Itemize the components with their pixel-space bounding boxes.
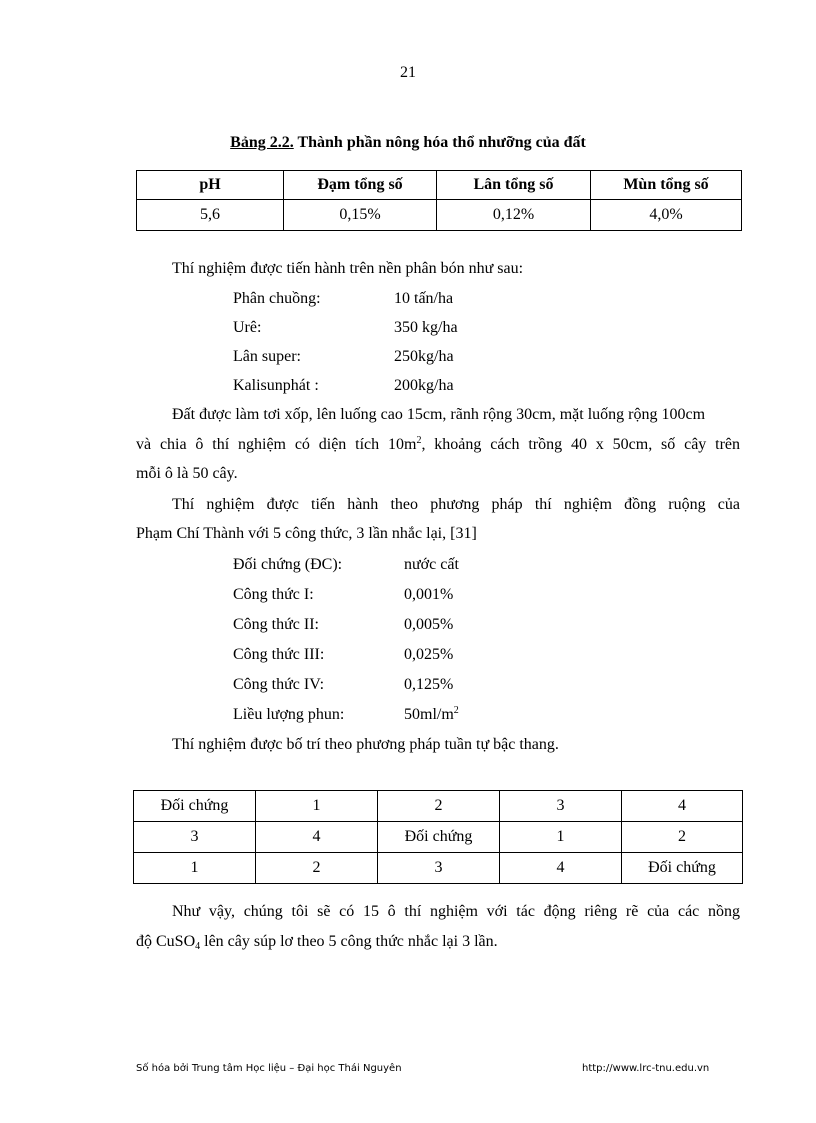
table-cell: 2 bbox=[622, 822, 743, 853]
formula-label: Công thức II: bbox=[233, 616, 319, 633]
formula-value: 0,025% bbox=[404, 646, 454, 663]
squared-superscript: 2 bbox=[453, 705, 459, 716]
formula-value: 0,001% bbox=[404, 586, 454, 603]
value-phosphorus: 0,12% bbox=[437, 200, 591, 231]
formula-label: Công thức III: bbox=[233, 646, 325, 663]
formula-label: Công thức I: bbox=[233, 586, 314, 603]
fertilizer-value: 200kg/ha bbox=[394, 377, 454, 394]
caption-label: Bảng 2.2. bbox=[230, 134, 294, 151]
spray-label: Liều lượng phun: bbox=[233, 706, 345, 723]
fertilizer-value: 350 kg/ha bbox=[394, 319, 458, 336]
table-cell: Đối chứng bbox=[622, 853, 743, 884]
soil-prep-line-2 bbox=[136, 436, 740, 454]
soil-composition-table bbox=[136, 170, 742, 231]
conclusion-line-1: Như vậy, chúng tôi sẽ có 15 ô thí nghiệm với tác động riêng rẽ của các nồng bbox=[172, 903, 740, 920]
table-caption bbox=[0, 134, 816, 152]
table-row bbox=[134, 853, 743, 884]
header-humus: Mùn tổng số bbox=[591, 171, 742, 200]
fertilizer-value: 10 tấn/ha bbox=[394, 290, 454, 307]
fertilizer-label: Lân super: bbox=[233, 348, 301, 365]
soil-prep-text-a: và chia ô thí nghiệm có diện tích 10m bbox=[136, 436, 417, 453]
conclusion-line-2 bbox=[136, 933, 498, 951]
table-cell: 4 bbox=[622, 791, 743, 822]
table-row bbox=[137, 200, 742, 231]
plot-layout-table bbox=[133, 790, 743, 884]
fertilizer-intro: Thí nghiệm được tiến hành trên nền phân bón như sau: bbox=[172, 260, 524, 277]
formula-label: Công thức IV: bbox=[233, 676, 325, 693]
page-number: 21 bbox=[400, 64, 416, 81]
formula-value: nước cất bbox=[404, 556, 459, 573]
table-cell: 2 bbox=[378, 791, 500, 822]
layout-intro: Thí nghiệm được bố trí theo phương pháp tuần tự bậc thang. bbox=[172, 736, 559, 753]
formula-value: 0,125% bbox=[404, 676, 454, 693]
formula-label: Đối chứng (ĐC): bbox=[233, 556, 343, 573]
table-cell: Đối chứng bbox=[134, 791, 256, 822]
fertilizer-label: Urê: bbox=[233, 319, 262, 336]
table-row bbox=[134, 822, 743, 853]
header-phosphorus: Lân tổng số bbox=[437, 171, 591, 200]
fertilizer-label: Phân chuồng: bbox=[233, 290, 321, 307]
value-humus: 4,0% bbox=[591, 200, 742, 231]
header-ph: pH bbox=[137, 171, 284, 200]
table-cell: 4 bbox=[256, 822, 378, 853]
table-header-row bbox=[137, 171, 742, 200]
footer-url: http://www.lrc-tnu.edu.vn bbox=[582, 1063, 710, 1074]
conclusion-text-a: độ CuSO bbox=[136, 933, 196, 950]
table-cell: Đối chứng bbox=[378, 822, 500, 853]
subscript-four: 4 bbox=[195, 941, 201, 952]
value-ph: 5,6 bbox=[137, 200, 284, 231]
table-cell: 1 bbox=[256, 791, 378, 822]
table-cell: 3 bbox=[134, 822, 256, 853]
value-nitrogen: 0,15% bbox=[284, 200, 437, 231]
soil-prep-line-3: mỗi ô là 50 cây. bbox=[136, 465, 238, 482]
soil-prep-text-b: , khoảng cách trồng 40 x 50cm, số cây trên bbox=[421, 436, 741, 453]
table-cell: 3 bbox=[500, 791, 622, 822]
footer-source: Số hóa bởi Trung tâm Học liệu – Đại học Thái Nguyên bbox=[136, 1063, 402, 1074]
fertilizer-label: Kalisunphát : bbox=[233, 377, 319, 394]
method-line-2: Phạm Chí Thành với 5 công thức, 3 lần nhắc lại, [31] bbox=[136, 525, 477, 542]
table-cell: 1 bbox=[134, 853, 256, 884]
spray-amount: 50ml/m bbox=[404, 706, 454, 723]
table-cell: 2 bbox=[256, 853, 378, 884]
table-cell: 1 bbox=[500, 822, 622, 853]
header-nitrogen: Đạm tổng số bbox=[284, 171, 437, 200]
table-row bbox=[134, 791, 743, 822]
table-cell: 4 bbox=[500, 853, 622, 884]
conclusion-text-b: lên cây súp lơ theo 5 công thức nhắc lại 3 lần. bbox=[200, 933, 498, 950]
table-cell: 3 bbox=[378, 853, 500, 884]
fertilizer-value: 250kg/ha bbox=[394, 348, 454, 365]
spray-value bbox=[404, 706, 459, 724]
caption-text: Thành phần nông hóa thổ nhưỡng của đất bbox=[293, 134, 586, 151]
method-line-1: Thí nghiệm được tiến hành theo phương pháp thí nghiệm đồng ruộng của bbox=[172, 496, 740, 513]
formula-value: 0,005% bbox=[404, 616, 454, 633]
squared-superscript: 2 bbox=[416, 435, 422, 446]
soil-prep-line-1: Đất được làm tơi xốp, lên luống cao 15cm, rãnh rộng 30cm, mặt luống rộng 100cm bbox=[172, 406, 706, 423]
